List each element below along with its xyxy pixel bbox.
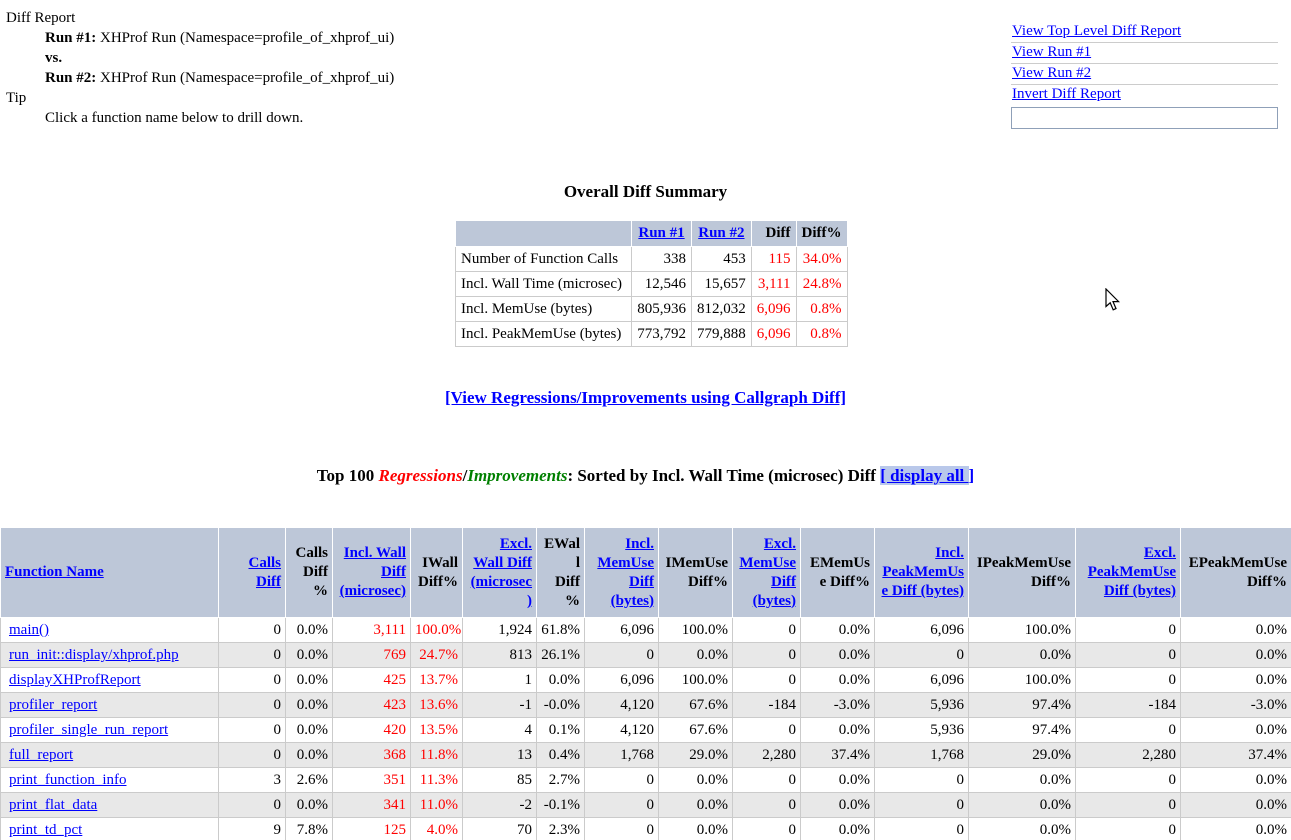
table-cell-8: 0 — [733, 818, 801, 840]
summary-cell-run1: 805,936 — [632, 297, 692, 322]
table-cell-9: 0.0% — [801, 768, 875, 793]
column-sort-link[interactable]: Incl. Wall Diff (microsec) — [339, 545, 406, 599]
column-header-12 — [969, 528, 1076, 618]
nav-link-3[interactable]: Invert Diff Report — [1012, 86, 1121, 102]
table-cell-0: 0 — [219, 793, 286, 818]
summary-row-label: Incl. Wall Time (microsec) — [456, 272, 632, 297]
table-cell-0: 0 — [219, 718, 286, 743]
title-suffix: : Sorted by Incl. Wall Time (microsec) Diff — [567, 466, 881, 485]
table-row — [1, 743, 1291, 768]
function-name-cell — [1, 693, 219, 718]
column-header-label: IPeakMemUse Diff% — [976, 554, 1071, 590]
table-cell-10: 1,768 — [875, 743, 969, 768]
column-sort-link[interactable]: Calls Diff — [248, 554, 281, 590]
table-cell-9: 0.0% — [801, 718, 875, 743]
summary-header-run2 — [692, 221, 752, 247]
table-cell-2: 769 — [333, 643, 411, 668]
column-sort-link[interactable]: Excl. MemUse Diff (bytes) — [739, 535, 796, 609]
summary-cell-diff: 3,111 — [751, 272, 796, 297]
table-row — [1, 793, 1291, 818]
run1-desc: XHProf Run (Namespace=profile_of_xhprof_ui) — [96, 30, 395, 46]
table-cell-13: 0.0% — [1181, 818, 1291, 840]
table-cell-0: 0 — [219, 643, 286, 668]
table-cell-11: 97.4% — [969, 718, 1076, 743]
table-cell-11: 0.0% — [969, 793, 1076, 818]
function-link[interactable]: print_function_info — [9, 772, 127, 788]
table-cell-8: 0 — [733, 668, 801, 693]
function-name-cell — [1, 618, 219, 643]
summary-header-row — [456, 221, 848, 247]
summary-cell-run2: 453 — [692, 247, 752, 272]
table-cell-4: 1,924 — [463, 618, 537, 643]
table-cell-9: 0.0% — [801, 643, 875, 668]
summary-row — [456, 247, 848, 272]
table-cell-7: 0.0% — [659, 768, 733, 793]
display-all-link[interactable] — [880, 466, 974, 485]
table-cell-9: 0.0% — [801, 793, 875, 818]
column-header-14 — [1181, 528, 1291, 618]
table-cell-13: 37.4% — [1181, 743, 1291, 768]
summary-cell-run2: 779,888 — [692, 322, 752, 347]
nav-row — [1011, 22, 1278, 43]
table-cell-11: 0.0% — [969, 643, 1076, 668]
table-cell-0: 9 — [219, 818, 286, 840]
table-cell-12: 0 — [1076, 668, 1181, 693]
table-cell-6: 6,096 — [585, 668, 659, 693]
table-cell-13: 0.0% — [1181, 618, 1291, 643]
column-sort-link[interactable]: Incl. PeakMemUse Diff (bytes) — [881, 545, 964, 599]
table-cell-12: 0 — [1076, 768, 1181, 793]
table-cell-7: 29.0% — [659, 743, 733, 768]
table-cell-0: 0 — [219, 693, 286, 718]
table-cell-6: 4,120 — [585, 718, 659, 743]
table-cell-4: 1 — [463, 668, 537, 693]
table-cell-5: 26.1% — [537, 643, 585, 668]
summary-cell-diff: 6,096 — [751, 322, 796, 347]
function-link[interactable]: print_flat_data — [9, 797, 98, 813]
table-cell-2: 368 — [333, 743, 411, 768]
summary-cell-run1: 338 — [632, 247, 692, 272]
function-name-cell — [1, 743, 219, 768]
table-cell-1: 0.0% — [286, 793, 333, 818]
table-cell-2: 425 — [333, 668, 411, 693]
column-header-label: IMemUse Diff% — [665, 554, 728, 590]
title-improvements: Improvements — [467, 466, 568, 485]
function-link[interactable]: profiler_report — [9, 697, 98, 713]
callgraph-line — [0, 388, 1291, 408]
column-sort-link[interactable]: Excl. PeakMemUse Diff (bytes) — [1087, 545, 1176, 599]
table-cell-9: 0.0% — [801, 618, 875, 643]
table-cell-3: 100.0% — [411, 618, 463, 643]
table-cell-13: 0.0% — [1181, 643, 1291, 668]
table-cell-5: 0.0% — [537, 668, 585, 693]
table-cell-3: 13.5% — [411, 718, 463, 743]
table-cell-0: 0 — [219, 743, 286, 768]
table-cell-4: 4 — [463, 718, 537, 743]
function-name-cell — [1, 668, 219, 693]
column-sort-link[interactable]: Function Name — [5, 564, 104, 580]
table-cell-3: 11.8% — [411, 743, 463, 768]
column-sort-link[interactable]: Excl. Wall Diff (microsec) — [470, 535, 532, 609]
function-name-cell — [1, 818, 219, 840]
summary-cell-diffpct: 34.0% — [796, 247, 847, 272]
nav-link-2[interactable]: View Run #2 — [1012, 65, 1092, 81]
column-header-label: EMemUse Diff% — [810, 554, 870, 590]
table-cell-5: 0.4% — [537, 743, 585, 768]
table-row — [1, 668, 1291, 693]
table-cell-9: 37.4% — [801, 743, 875, 768]
function-name-cell — [1, 768, 219, 793]
table-cell-6: 0 — [585, 643, 659, 668]
table-row — [1, 818, 1291, 840]
table-cell-3: 13.7% — [411, 668, 463, 693]
summary-row-label: Number of Function Calls — [456, 247, 632, 272]
summary-table-wrap — [455, 220, 848, 347]
table-cell-4: -2 — [463, 793, 537, 818]
display-all-highlighted: [ display all — [880, 466, 969, 485]
summary-row — [456, 297, 848, 322]
function-diff-table — [0, 527, 1291, 840]
table-row — [1, 718, 1291, 743]
summary-title: Overall Diff Summary — [563, 182, 728, 201]
table-cell-11: 100.0% — [969, 668, 1076, 693]
title-regressions: Regressions — [378, 466, 463, 485]
table-cell-11: 0.0% — [969, 818, 1076, 840]
nav-link-0[interactable]: View Top Level Diff Report — [1012, 23, 1182, 39]
tip-text: Click a function name below to drill down. — [45, 110, 304, 126]
column-header-8 — [659, 528, 733, 618]
main-table-wrap — [0, 527, 1291, 840]
table-cell-3: 4.0% — [411, 818, 463, 840]
table-cell-2: 341 — [333, 793, 411, 818]
function-link[interactable]: main() — [9, 622, 49, 638]
table-cell-4: 813 — [463, 643, 537, 668]
summary-cell-run2: 15,657 — [692, 272, 752, 297]
table-cell-1: 0.0% — [286, 718, 333, 743]
column-header-label: EPeakMemUse Diff% — [1188, 554, 1287, 590]
table-cell-7: 100.0% — [659, 668, 733, 693]
column-header-11 — [875, 528, 969, 618]
display-all-bracket: ] — [968, 466, 975, 485]
table-cell-13: 0.0% — [1181, 768, 1291, 793]
table-cell-8: 0 — [733, 643, 801, 668]
column-header-10 — [801, 528, 875, 618]
table-cell-8: 0 — [733, 618, 801, 643]
column-header-label: IWall Diff% — [418, 554, 458, 590]
table-cell-10: 6,096 — [875, 618, 969, 643]
table-cell-11: 97.4% — [969, 693, 1076, 718]
table-cell-6: 4,120 — [585, 693, 659, 718]
summary-header-run1 — [632, 221, 692, 247]
table-cell-0: 3 — [219, 768, 286, 793]
table-cell-10: 0 — [875, 793, 969, 818]
table-cell-1: 0.0% — [286, 743, 333, 768]
table-cell-3: 13.6% — [411, 693, 463, 718]
table-cell-10: 5,936 — [875, 693, 969, 718]
table-cell-11: 100.0% — [969, 618, 1076, 643]
table-cell-12: 0 — [1076, 793, 1181, 818]
table-cell-12: 0 — [1076, 643, 1181, 668]
table-cell-7: 100.0% — [659, 618, 733, 643]
table-cell-12: 0 — [1076, 818, 1181, 840]
column-header-3 — [333, 528, 411, 618]
summary-cell-diff: 6,096 — [751, 297, 796, 322]
column-header-2 — [286, 528, 333, 618]
column-header-label: EWall Diff% — [544, 535, 580, 609]
table-cell-12: 0 — [1076, 718, 1181, 743]
summary-header-empty — [456, 221, 632, 247]
summary-cell-diffpct: 0.8% — [796, 297, 847, 322]
column-header-0 — [1, 528, 219, 618]
table-cell-0: 0 — [219, 668, 286, 693]
column-header-7 — [585, 528, 659, 618]
column-header-9 — [733, 528, 801, 618]
function-link[interactable]: profiler_single_run_report — [9, 722, 169, 738]
table-cell-7: 67.6% — [659, 693, 733, 718]
nav-row — [1011, 85, 1278, 106]
summary-row — [456, 272, 848, 297]
table-row — [1, 768, 1291, 793]
table-cell-6: 1,768 — [585, 743, 659, 768]
run1-line — [45, 28, 394, 48]
function-link[interactable]: displayXHProfReport — [9, 672, 141, 688]
table-row — [1, 643, 1291, 668]
column-sort-link[interactable]: Incl. MemUse Diff (bytes) — [597, 535, 654, 609]
column-header-1 — [219, 528, 286, 618]
table-cell-2: 3,111 — [333, 618, 411, 643]
column-header-label: Calls Diff% — [295, 545, 328, 599]
summary-cell-run1: 773,792 — [632, 322, 692, 347]
table-cell-11: 0.0% — [969, 768, 1076, 793]
table-cell-1: 7.8% — [286, 818, 333, 840]
table-cell-9: 0.0% — [801, 818, 875, 840]
table-cell-3: 11.3% — [411, 768, 463, 793]
table-cell-10: 0 — [875, 768, 969, 793]
table-cell-13: -3.0% — [1181, 693, 1291, 718]
summary-header-diff: Diff — [751, 221, 796, 247]
summary-cell-diffpct: 24.8% — [796, 272, 847, 297]
summary-cell-run2: 812,032 — [692, 297, 752, 322]
column-header-5 — [463, 528, 537, 618]
table-cell-7: 67.6% — [659, 718, 733, 743]
table-cell-5: -0.1% — [537, 793, 585, 818]
table-cell-9: -3.0% — [801, 693, 875, 718]
summary-cell-diffpct: 0.8% — [796, 322, 847, 347]
column-header-6 — [537, 528, 585, 618]
table-cell-8: -184 — [733, 693, 801, 718]
table-cell-6: 0 — [585, 818, 659, 840]
main-table-header-row — [1, 528, 1291, 618]
table-cell-1: 2.6% — [286, 768, 333, 793]
function-name-cell — [1, 793, 219, 818]
function-link[interactable]: print_td_pct — [9, 822, 83, 838]
nav-row — [1011, 64, 1278, 85]
table-cell-1: 0.0% — [286, 643, 333, 668]
title-prefix: Top 100 — [316, 466, 379, 485]
table-cell-8: 2,280 — [733, 743, 801, 768]
table-cell-4: -1 — [463, 693, 537, 718]
nav-links — [1011, 22, 1278, 129]
summary-cell-run1: 12,546 — [632, 272, 692, 297]
table-cell-7: 0.0% — [659, 818, 733, 840]
table-cell-6: 0 — [585, 793, 659, 818]
summary-table — [455, 220, 848, 347]
function-link[interactable]: run_init::display/xhprof.php — [9, 647, 179, 663]
table-cell-3: 24.7% — [411, 643, 463, 668]
table-cell-11: 29.0% — [969, 743, 1076, 768]
table-cell-3: 11.0% — [411, 793, 463, 818]
table-cell-4: 13 — [463, 743, 537, 768]
table-cell-10: 0 — [875, 643, 969, 668]
report-title: Diff Report — [6, 10, 76, 26]
table-cell-0: 0 — [219, 618, 286, 643]
summary-cell-diff: 115 — [751, 247, 796, 272]
table-cell-2: 351 — [333, 768, 411, 793]
table-cell-7: 0.0% — [659, 793, 733, 818]
summary-header-diffpct: Diff% — [796, 221, 847, 247]
function-name-cell — [1, 718, 219, 743]
run2-label: Run #2: — [45, 70, 97, 86]
table-cell-5: 61.8% — [537, 618, 585, 643]
mouse-cursor-icon — [1105, 288, 1121, 312]
table-cell-10: 5,936 — [875, 718, 969, 743]
table-cell-5: 2.7% — [537, 768, 585, 793]
table-cell-12: 2,280 — [1076, 743, 1181, 768]
tip-label: Tip — [6, 90, 27, 106]
table-row — [1, 693, 1291, 718]
function-link[interactable]: full_report — [9, 747, 74, 763]
table-cell-1: 0.0% — [286, 668, 333, 693]
summary-row — [456, 322, 848, 347]
function-name-cell — [1, 643, 219, 668]
run2-line — [45, 68, 394, 88]
report-header — [6, 8, 394, 128]
run2-desc: XHProf Run (Namespace=profile_of_xhprof_ui) — [96, 70, 395, 86]
table-cell-5: 0.1% — [537, 718, 585, 743]
table-cell-6: 0 — [585, 768, 659, 793]
vs-label: vs. — [45, 50, 63, 66]
table-cell-5: -0.0% — [537, 693, 585, 718]
table-cell-13: 0.0% — [1181, 793, 1291, 818]
table-cell-10: 6,096 — [875, 668, 969, 693]
summary-row-label: Incl. PeakMemUse (bytes) — [456, 322, 632, 347]
table-cell-2: 420 — [333, 718, 411, 743]
table-cell-8: 0 — [733, 768, 801, 793]
run1-label: Run #1: — [45, 30, 97, 46]
table-cell-1: 0.0% — [286, 618, 333, 643]
run1-link[interactable]: Run #1 — [638, 225, 685, 241]
table-cell-5: 2.3% — [537, 818, 585, 840]
table-cell-6: 6,096 — [585, 618, 659, 643]
table-cell-12: 0 — [1076, 618, 1181, 643]
table-cell-12: -184 — [1076, 693, 1181, 718]
run2-link[interactable]: Run #2 — [698, 225, 745, 241]
table-cell-10: 0 — [875, 818, 969, 840]
nav-row — [1011, 43, 1278, 64]
table-cell-4: 70 — [463, 818, 537, 840]
title-slash: / — [462, 466, 468, 485]
table-cell-1: 0.0% — [286, 693, 333, 718]
column-header-4 — [411, 528, 463, 618]
nav-link-1[interactable]: View Run #1 — [1012, 44, 1092, 60]
table-cell-8: 0 — [733, 718, 801, 743]
table-cell-9: 0.0% — [801, 668, 875, 693]
table-cell-13: 0.0% — [1181, 668, 1291, 693]
table-title — [0, 466, 1291, 486]
table-cell-8: 0 — [733, 793, 801, 818]
table-cell-4: 85 — [463, 768, 537, 793]
table-cell-2: 423 — [333, 693, 411, 718]
table-cell-7: 0.0% — [659, 643, 733, 668]
table-row — [1, 618, 1291, 643]
callgraph-diff-link[interactable]: [View Regressions/Improvements using Callgraph Diff] — [444, 388, 847, 407]
column-header-13 — [1076, 528, 1181, 618]
table-cell-2: 125 — [333, 818, 411, 840]
summary-row-label: Incl. MemUse (bytes) — [456, 297, 632, 322]
function-typeahead-input[interactable] — [1011, 107, 1278, 129]
table-cell-13: 0.0% — [1181, 718, 1291, 743]
